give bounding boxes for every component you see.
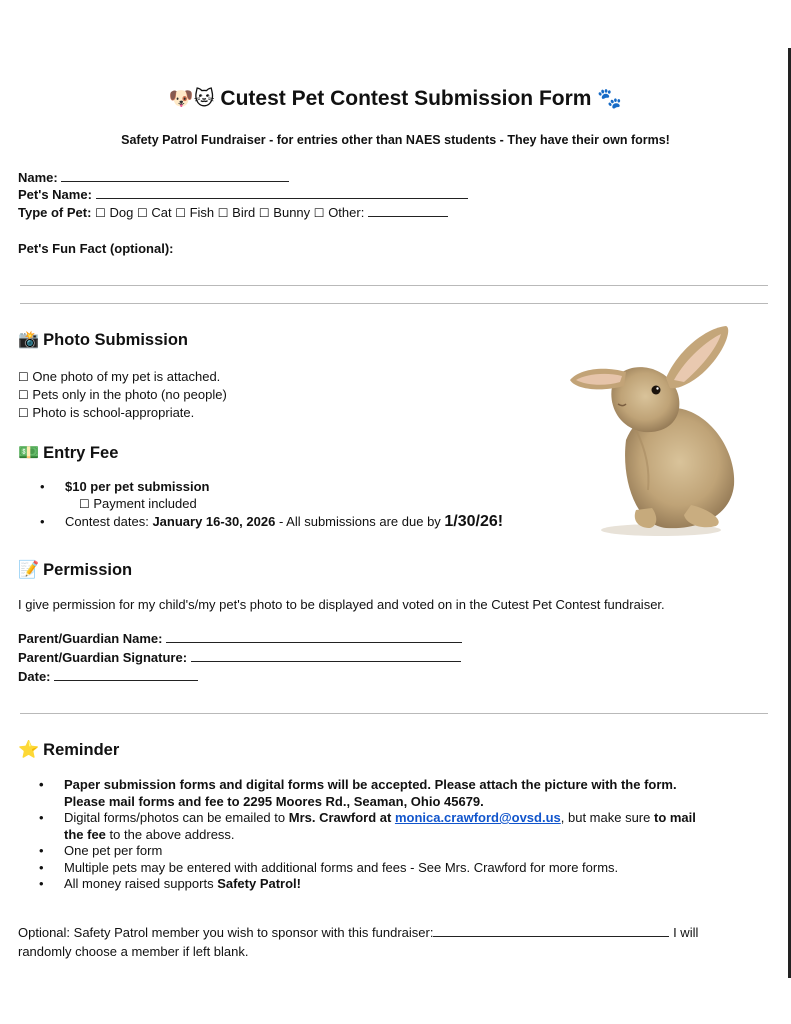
photo-check-3 bbox=[18, 405, 194, 420]
date-label: Date: bbox=[18, 669, 51, 684]
reminder-2-mid: , but make sure bbox=[560, 810, 654, 825]
fee-amount: $10 per pet submission bbox=[65, 479, 210, 494]
pet-name-label: Pet's Name: bbox=[18, 187, 92, 202]
bunny-option: Bunny bbox=[273, 205, 311, 220]
guardian-signature-field[interactable] bbox=[191, 650, 461, 662]
reminder-list bbox=[64, 777, 764, 893]
guardian-signature-label: Parent/Guardian Signature: bbox=[18, 650, 188, 665]
fish-option: Fish bbox=[189, 205, 215, 220]
fun-fact-label: Pet's Fun Fact (optional): bbox=[18, 241, 174, 256]
other-option: Other: bbox=[328, 205, 365, 220]
title-text: Cutest Pet Contest Submission Form bbox=[220, 87, 592, 110]
pet-type-label: Type of Pet: bbox=[18, 205, 92, 220]
sponsor-suffix: I will bbox=[669, 925, 699, 940]
dog-checkbox[interactable]: ☐ bbox=[95, 206, 106, 220]
reminder-1-line-1: Paper submission forms and digital forms will be accepted. Please attach the picture with the form. bbox=[64, 777, 677, 792]
payment-label: Payment included bbox=[93, 495, 197, 511]
fee-heading-text: Entry Fee bbox=[43, 444, 119, 462]
bird-option: Bird bbox=[232, 205, 256, 220]
guardian-name-row bbox=[18, 631, 462, 646]
money-icon: 💵 bbox=[18, 443, 40, 462]
reminder-heading bbox=[18, 740, 119, 760]
cat-option: Cat bbox=[151, 205, 172, 220]
list-item bbox=[64, 777, 764, 810]
bird-checkbox[interactable]: ☐ bbox=[217, 206, 229, 220]
guardian-signature-row bbox=[18, 650, 461, 665]
name-row bbox=[18, 170, 289, 185]
bunny-eye-glint bbox=[656, 387, 658, 389]
list-item bbox=[65, 479, 503, 512]
page-title bbox=[0, 86, 791, 111]
date-field[interactable] bbox=[54, 669, 198, 681]
sponsor-note: randomly choose a member if left blank. bbox=[18, 944, 249, 959]
bunny-eye bbox=[652, 386, 661, 395]
other-field[interactable] bbox=[368, 205, 448, 217]
pet-name-row bbox=[18, 187, 468, 202]
reminder-4: Multiple pets may be entered with additional forms and fees - See Mrs. Crawford for more forms. bbox=[64, 859, 619, 875]
name-label: Name: bbox=[18, 170, 58, 185]
list-item bbox=[64, 843, 764, 860]
photo-check-1 bbox=[18, 369, 220, 384]
reminder-2-bold-1: to mail bbox=[653, 810, 696, 825]
fee-heading bbox=[18, 443, 118, 463]
pet-type-row bbox=[18, 205, 448, 220]
guardian-name-field[interactable] bbox=[166, 631, 462, 643]
reminder-5-prefix: All money raised supports bbox=[64, 876, 218, 891]
reminder-2-prefix: Digital forms/photos can be emailed to bbox=[64, 810, 289, 825]
due-date: 1/30/26! bbox=[444, 513, 504, 530]
dog-option: Dog bbox=[109, 205, 134, 220]
bunny-checkbox[interactable]: ☐ bbox=[258, 206, 270, 220]
list-item bbox=[64, 876, 764, 893]
reminder-2-bold-2: the fee bbox=[64, 826, 106, 842]
sponsor-field[interactable] bbox=[433, 925, 669, 937]
fun-fact-line-1[interactable] bbox=[20, 285, 768, 286]
email-link[interactable]: monica.crawford@ovsd.us bbox=[394, 810, 561, 825]
photo-check-2-label: Pets only in the photo (no people) bbox=[32, 387, 227, 402]
section-divider bbox=[20, 713, 768, 714]
photo-check-2 bbox=[18, 387, 227, 402]
dates-prefix: Contest dates: bbox=[65, 514, 153, 529]
reminder-2-name: Mrs. Crawford at bbox=[288, 810, 392, 825]
photo-check-1-label: One photo of my pet is attached. bbox=[32, 369, 221, 384]
fish-checkbox[interactable]: ☐ bbox=[175, 206, 186, 220]
sponsor-row bbox=[18, 925, 698, 940]
dog-cat-icon: 🐶🐱 bbox=[168, 88, 215, 110]
bunny-photo bbox=[566, 320, 742, 540]
pet-name-field[interactable] bbox=[96, 187, 468, 199]
cat-checkbox[interactable]: ☐ bbox=[136, 206, 148, 220]
name-field[interactable] bbox=[61, 170, 289, 182]
reminder-2-end: to the above address. bbox=[105, 826, 235, 842]
camera-icon: 📸 bbox=[18, 330, 40, 349]
photo-check-3-label: Photo is school-appropriate. bbox=[32, 405, 195, 420]
photo-heading bbox=[18, 330, 188, 350]
sponsor-label: Optional: Safety Patrol member you wish to sponsor with this fundraiser: bbox=[18, 925, 434, 940]
fun-fact-line-2[interactable] bbox=[20, 303, 768, 304]
school-appropriate-checkbox[interactable]: ☐ bbox=[18, 406, 29, 420]
list-item bbox=[64, 810, 764, 843]
paw-icon: 🐾 bbox=[597, 88, 623, 110]
permission-heading-text: Permission bbox=[43, 561, 133, 579]
photo-heading-text: Photo Submission bbox=[43, 331, 189, 349]
dates-mid: - All submissions are due by bbox=[275, 514, 445, 529]
reminder-heading-text: Reminder bbox=[43, 741, 120, 759]
list-item bbox=[64, 860, 764, 877]
guardian-name-label: Parent/Guardian Name: bbox=[18, 631, 163, 646]
reminder-3: One pet per form bbox=[64, 843, 163, 858]
date-row bbox=[18, 669, 198, 684]
fee-list bbox=[65, 479, 503, 531]
pets-only-checkbox[interactable]: ☐ bbox=[18, 388, 29, 402]
reminder-1-line-2: Please mail forms and fee to 2295 Moores Rd., Seaman, Ohio 45679. bbox=[64, 793, 484, 809]
photo-attached-checkbox[interactable]: ☐ bbox=[18, 370, 29, 384]
permission-text: I give permission for my child's/my pet's photo to be displayed and voted on in the Cutest Pet Contest fundraiser. bbox=[18, 597, 665, 612]
memo-icon: 📝 bbox=[18, 560, 40, 579]
subtitle: Safety Patrol Fundraiser - for entries other than NAES students - They have their own forms! bbox=[121, 133, 670, 147]
list-item bbox=[65, 514, 503, 531]
payment-row bbox=[65, 496, 503, 513]
star-icon: ⭐ bbox=[18, 740, 40, 759]
payment-checkbox[interactable]: ☐ bbox=[79, 496, 90, 511]
contest-dates: January 16-30, 2026 bbox=[152, 514, 276, 529]
permission-heading bbox=[18, 560, 132, 580]
reminder-5-bold: Safety Patrol! bbox=[217, 876, 301, 891]
other-checkbox[interactable]: ☐ bbox=[313, 206, 325, 220]
